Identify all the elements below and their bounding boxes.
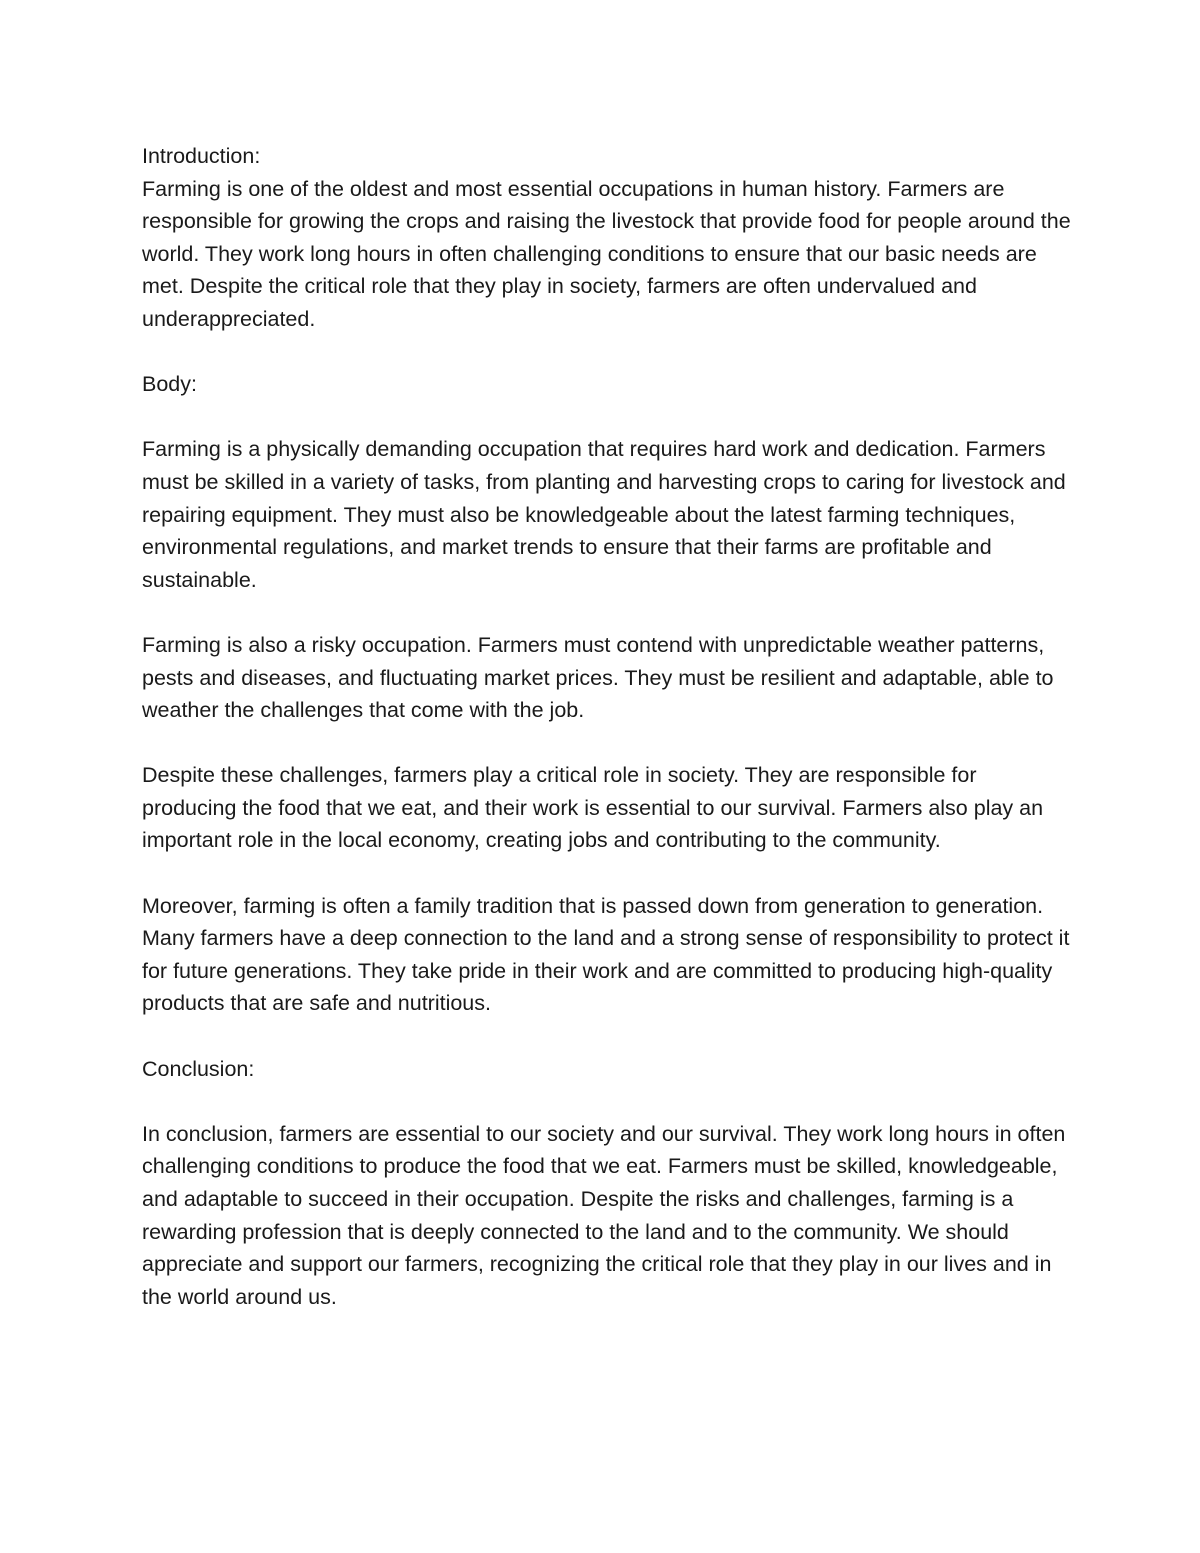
body-paragraph-4: Moreover, farming is often a family tradition that is passed down from generation to generation. Many farmers have a deep connection to the land and a strong sense of responsibility to protect it for future generations. They take pride in their work and are committed to producing high-quality products that are safe and nutritious.	[142, 893, 1070, 1016]
document-content	[142, 140, 1072, 1313]
paragraph-spacer	[142, 336, 1072, 369]
introduction-heading: Introduction:	[142, 144, 261, 168]
paragraph-spacer	[142, 596, 1072, 629]
body-paragraph-3: Despite these challenges, farmers play a critical role in society. They are responsible for producing the food that we eat, and their work is essential to our survival. Farmers also play an important role in the local economy, creating jobs and contributing to the community.	[142, 763, 1044, 853]
paragraph-spacer	[142, 857, 1072, 890]
body-heading: Body:	[142, 372, 197, 397]
introduction-paragraph: Farming is one of the oldest and most essential occupations in human history. Farmers are responsible for growing the crops and raising the livestock that provide food for people around the world. They work long hours in often challenging conditions to ensure that our basic needs are met. Despite the critical role that they play in society, farmers are often undervalued and underappreciated.	[142, 176, 1071, 331]
conclusion-paragraph: In conclusion, farmers are essential to our society and our survival. They work long hours in often challenging conditions to produce the food that we eat. Farmers must be skilled, knowledgeable, and adaptable to succeed in their occupation. Despite the risks and challenges, farming is a rewarding profession that is deeply connected to the land and to the community. We should appreciate and support our farmers, recognizing the critical role that they play in our lives and in the world around us.	[142, 1121, 1066, 1309]
conclusion-heading: Conclusion:	[142, 1056, 255, 1081]
paragraph-spacer	[142, 1085, 1072, 1118]
paragraph-spacer	[142, 1020, 1072, 1053]
body-paragraph-1: Farming is a physically demanding occupation that requires hard work and dedication. Farmers must be skilled in a variety of tasks, from planting and harvesting crops to caring for livestock and repairing equipment. They must also be knowledgeable about the latest farming techniques, environmental regulations, and market trends to ensure that their farms are profitable and sustainable.	[142, 437, 1066, 592]
paragraph-spacer	[142, 401, 1072, 434]
paragraph-spacer	[142, 727, 1072, 760]
body-paragraph-2: Farming is also a risky occupation. Farmers must contend with unpredictable weather patterns, pests and diseases, and fluctuating market prices. They must be resilient and adaptable, able to weather the challenges that come with the job.	[142, 632, 1054, 723]
